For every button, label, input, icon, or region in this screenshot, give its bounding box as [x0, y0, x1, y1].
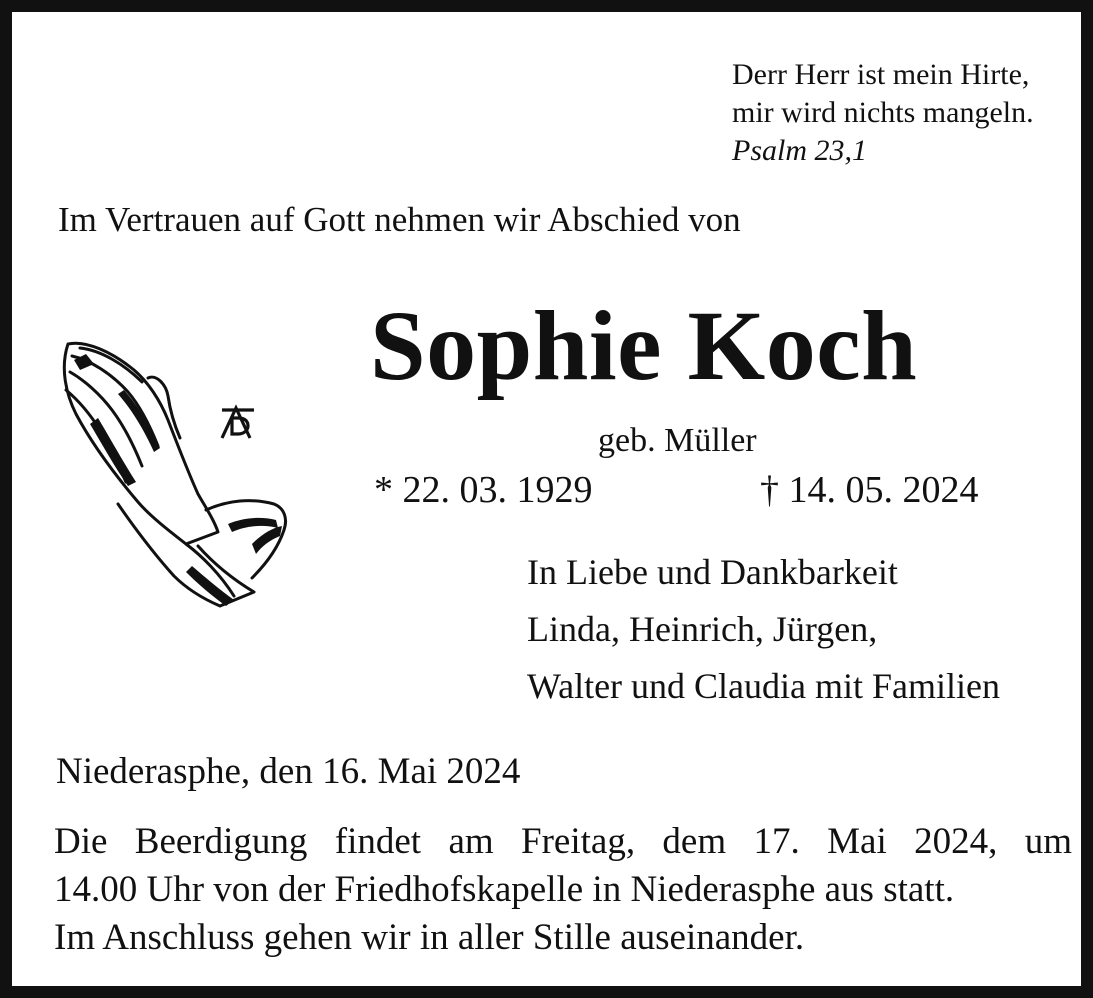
place-date: Niederasphe, den 16. Mai 2024 [56, 751, 521, 792]
funeral-line-3: Im Anschluss gehen wir in aller Stille auseinander. [54, 917, 805, 958]
verse-reference: Psalm 23,1 [732, 134, 867, 167]
verse-line-1: Derr Herr ist mein Hirte, [732, 58, 1030, 91]
mourners-line-3: Walter und Claudia mit Familien [527, 666, 1001, 706]
maiden-name: geb. Müller [598, 422, 757, 459]
funeral-details [54, 818, 1072, 962]
verse-line-2: mir wird nichts mangeln. [732, 96, 1034, 129]
duerer-monogram-icon [218, 404, 258, 440]
funeral-line-1: Die Beerdigung findet am Freitag, dem 17. Mai 2024, um [54, 821, 1072, 862]
deceased-name: Sophie Koch [370, 290, 918, 401]
mourners-line-2: Linda, Heinrich, Jürgen, [527, 609, 878, 649]
funeral-line-2: 14.00 Uhr von der Friedhofskapelle in Niederasphe aus statt. [54, 869, 955, 910]
praying-hands-icon [56, 334, 292, 616]
mourners-line-1: In Liebe und Dankbarkeit [527, 552, 898, 592]
death-date: † 14. 05. 2024 [760, 469, 979, 511]
psalm-verse [732, 56, 1034, 170]
mourners-block [527, 544, 1000, 715]
birth-date: * 22. 03. 1929 [374, 469, 593, 511]
intro-text: Im Vertrauen auf Gott nehmen wir Abschied von [58, 200, 741, 239]
